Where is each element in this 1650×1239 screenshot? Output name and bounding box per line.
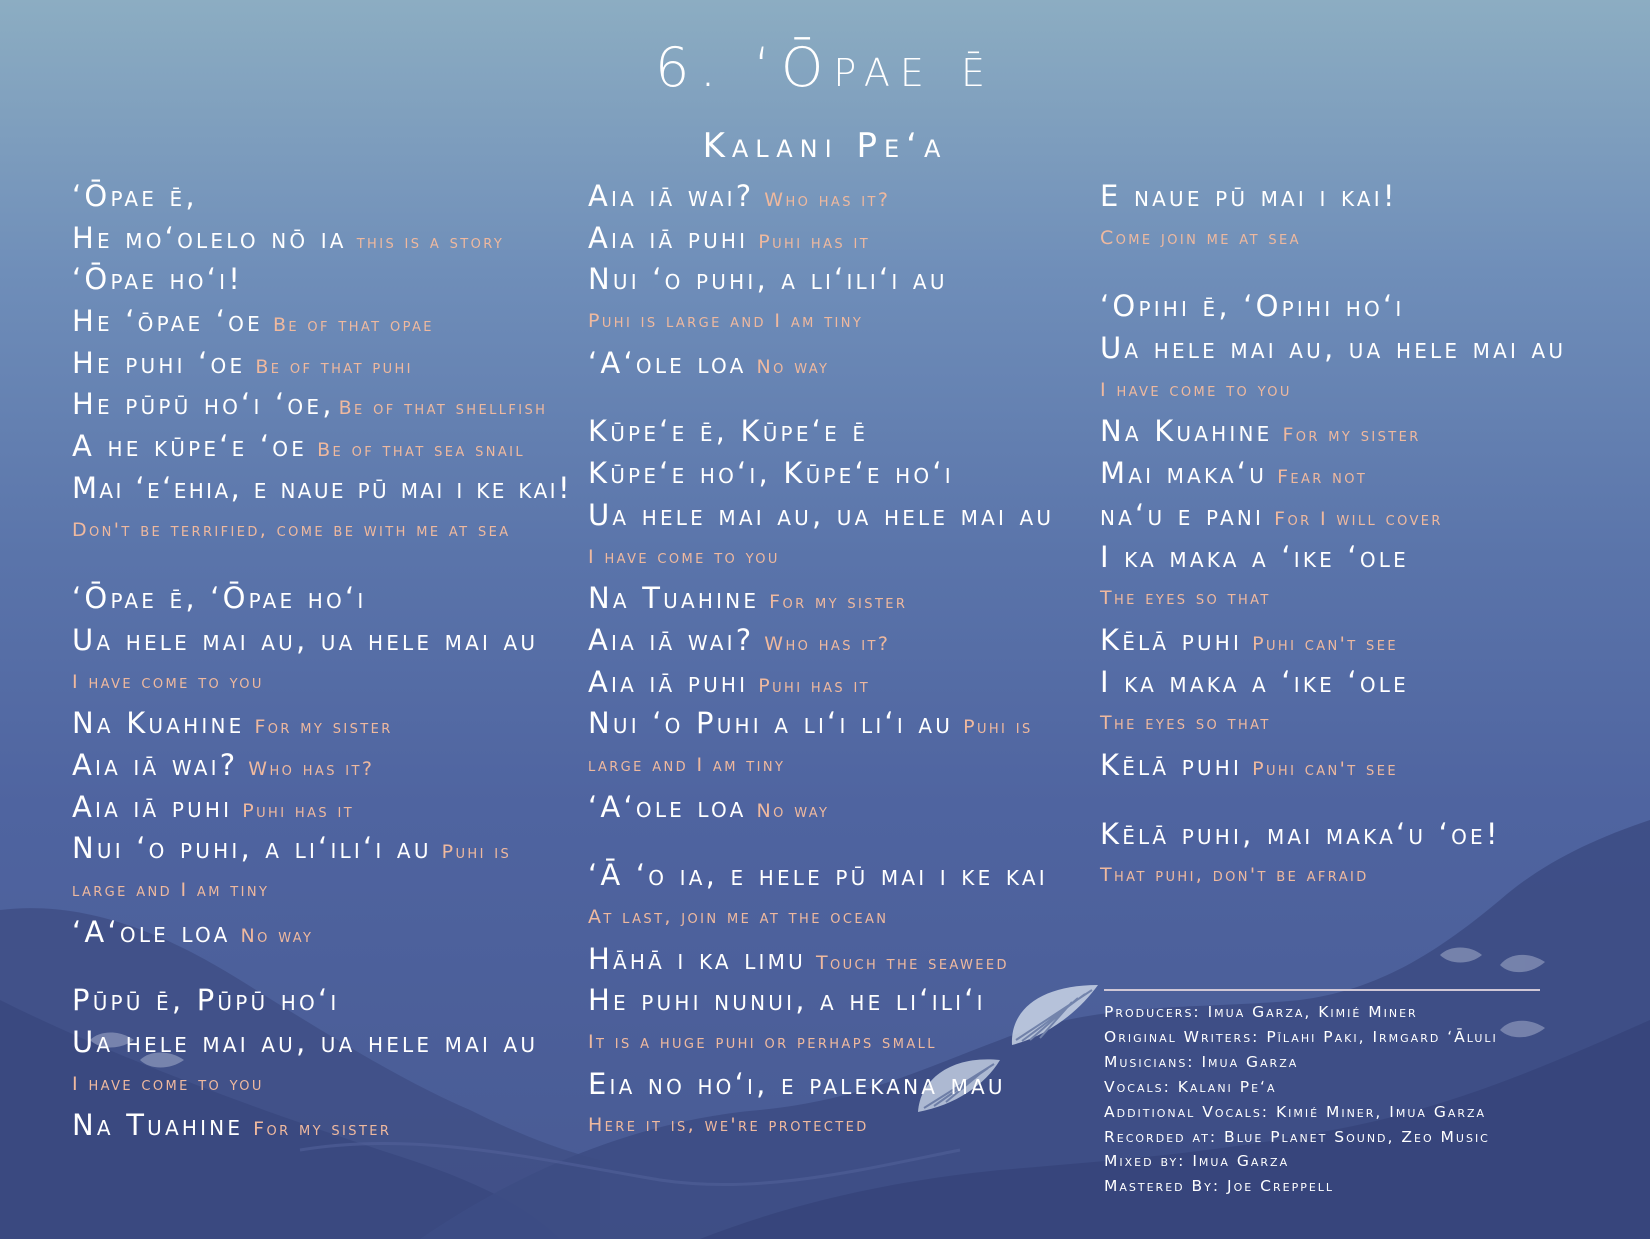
lyric-line <box>588 453 1058 495</box>
lyric-line <box>72 301 572 343</box>
translation-text: No way <box>756 355 830 378</box>
translation-text: For my sister <box>253 1118 392 1141</box>
translation-line: Come join me at sea <box>1100 226 1301 249</box>
hawaiian-text: Na Tuahine <box>72 1108 244 1143</box>
hawaiian-text: ʻŌpae hoʻi! <box>72 262 244 297</box>
lyrics-column-2 <box>588 176 1058 1147</box>
credit-mixed: Mixed by: Imua Garza <box>1104 1152 1290 1171</box>
lyric-line <box>72 259 572 301</box>
translation-line: I have come to you <box>1100 378 1292 401</box>
translation-line: large and I am tiny <box>588 753 786 776</box>
hawaiian-text: Ua hele mai au, ua hele mai au <box>72 1025 539 1060</box>
hawaiian-text: ʻAʻole loa <box>588 789 747 824</box>
hawaiian-text: Na Tuahine <box>588 581 760 616</box>
hawaiian-text: Nui ʻo puhi, a liʻiliʻi au <box>588 262 948 297</box>
hawaiian-text: naʻu e pani <box>1100 497 1265 532</box>
translation-text: Puhi is <box>441 841 512 864</box>
credit-mastered: Mastered By: Joe Creppell <box>1104 1177 1335 1196</box>
hawaiian-text: Kēlā puhi, mai makaʻu ʻoe! <box>1100 816 1501 851</box>
stanza-break <box>588 828 1058 855</box>
lyric-line <box>1100 328 1620 370</box>
lyric-line <box>1100 745 1620 787</box>
translation-line: The eyes so that <box>1100 712 1271 735</box>
translation-line: I have come to you <box>588 545 780 568</box>
translation-text: Who has it? <box>764 632 891 655</box>
hawaiian-text: Na Kuahine <box>72 706 245 741</box>
translation-text: For I will cover <box>1274 507 1443 530</box>
lyric-line <box>72 620 572 662</box>
translation-line: Puhi is large and I am tiny <box>588 310 864 333</box>
hawaiian-text: Hāhā i ka limu <box>588 941 806 976</box>
hawaiian-text: Kūpeʻe ē, Kūpeʻe ē <box>588 414 869 449</box>
hawaiian-text: Kēlā puhi <box>1100 747 1243 782</box>
hawaiian-text: Nui ʻo Puhi a liʻi liʻi au <box>588 706 954 741</box>
translation-line: The eyes so that <box>1100 587 1271 610</box>
hawaiian-text: I ka maka a ʻike ʻole <box>1100 664 1409 699</box>
lyric-line <box>72 468 572 510</box>
translation-line: At last, join me at the ocean <box>588 906 889 928</box>
lyric-line <box>588 218 1058 260</box>
translation-line: large and I am tiny <box>72 879 270 901</box>
hawaiian-text: He ʻōpae ʻoe <box>72 304 263 339</box>
lyric-line <box>1100 814 1620 856</box>
hawaiian-text: Kūpeʻe hoʻi, Kūpeʻe hoʻi <box>588 456 954 491</box>
hawaiian-text: Aia iā puhi <box>588 220 749 255</box>
translation-line: I have come to you <box>72 1072 264 1095</box>
lyric-line <box>588 980 1058 1022</box>
translation-text: For my sister <box>769 591 908 614</box>
stanza-break <box>72 551 572 578</box>
hawaiian-text: Aia iā wai? <box>72 747 239 782</box>
lyric-line <box>72 745 572 787</box>
credits-divider <box>1104 989 1540 991</box>
hawaiian-text: Ua hele mai au, ua hele mai au <box>72 622 539 657</box>
translation-text: No way <box>240 924 314 947</box>
hawaiian-text: Pūpū ē, Pūpū hoʻi <box>72 983 340 1018</box>
translation-text: Who has it? <box>764 189 891 211</box>
credit-producers: Producers: Imua Garza, Kimié Miner <box>1104 1003 1418 1021</box>
hawaiian-text: He moʻolelo nō ia <box>72 220 347 255</box>
lyric-line <box>588 495 1058 537</box>
lyric-line <box>72 912 572 954</box>
lyric-line <box>72 787 572 829</box>
hawaiian-text: Mai ʻeʻehia, e naue pū mai i ke kai! <box>72 470 573 505</box>
stanza-break <box>1100 787 1620 814</box>
lyric-line <box>72 384 572 426</box>
hawaiian-text: Aia iā wai? <box>588 622 755 657</box>
lyric-line <box>1100 176 1620 218</box>
hawaiian-text: He pūpū hoʻi ʻoe, <box>72 387 335 422</box>
lyric-line <box>72 1105 572 1147</box>
lyric-line <box>588 855 1058 897</box>
lyric-line <box>588 1064 1058 1106</box>
lyric-line <box>1100 453 1620 495</box>
hawaiian-text: He puhi ʻoe <box>72 345 246 380</box>
stanza-break <box>1100 259 1620 286</box>
hawaiian-text: A he kūpeʻe ʻoe <box>72 429 308 464</box>
song-title: 6. ʻŌpae ē <box>654 36 996 99</box>
translation-text: Be of that sea snail <box>317 439 526 462</box>
credit-writers: Original Writers: Pīlahi Paki, Irmgard ʻĀluli <box>1104 1027 1498 1046</box>
lyric-line <box>1100 620 1620 662</box>
translation-text: Be of that shellfish <box>338 397 548 420</box>
hawaiian-text: I ka maka a ʻike ʻole <box>1100 539 1409 574</box>
lyric-line <box>72 1022 572 1064</box>
lyric-line <box>588 662 1058 704</box>
lyric-line <box>588 939 1058 981</box>
stanza-break <box>72 953 572 980</box>
translation-text: Puhi can't see <box>1252 757 1398 780</box>
lyric-line <box>588 787 1058 829</box>
hawaiian-text: He puhi nunui, a he liʻiliʻi <box>588 983 986 1018</box>
lyric-line <box>588 176 1058 218</box>
hawaiian-text: ʻĀ ʻo ia, e hele pū mai i ke kai <box>588 858 1048 893</box>
credit-recorded: Recorded at: Blue Planet Sound, Zeo Music <box>1104 1127 1490 1146</box>
hawaiian-text: Aia iā puhi <box>588 664 749 699</box>
lyric-line <box>588 620 1058 662</box>
lyric-line <box>588 411 1058 453</box>
stanza-break <box>588 384 1058 411</box>
lyric-line <box>72 578 572 620</box>
lyrics-column-3 <box>1100 176 1620 897</box>
artist-name: Kalani Peʻa <box>702 126 948 166</box>
translation-line: That puhi, don't be afraid <box>1100 864 1369 887</box>
lyric-line <box>72 176 572 218</box>
lyric-line <box>72 343 572 385</box>
translation-line: Don't be terrified, come be with me at sea <box>72 518 511 541</box>
translation-line: It is a huge puhi or perhaps small <box>588 1031 937 1054</box>
lyric-line <box>1100 537 1620 579</box>
translation-text: this is a story <box>356 230 505 253</box>
credit-additional-vocals: Additional Vocals: Kimié Miner, Imua Garza <box>1104 1102 1487 1121</box>
lyric-line <box>1100 286 1620 328</box>
hawaiian-text: Na Kuahine <box>1100 414 1273 449</box>
translation-text: Puhi can't see <box>1252 632 1398 655</box>
lyric-line <box>1100 411 1620 453</box>
translation-text: Touch the seaweed <box>815 951 1009 974</box>
translation-text: Be of that opae <box>272 314 434 337</box>
translation-text: For my sister <box>254 716 393 739</box>
lyric-line <box>72 218 572 260</box>
hawaiian-text: Ua hele mai au, ua hele mai au <box>588 497 1055 532</box>
hawaiian-text: Ua hele mai au, ua hele mai au <box>1100 331 1567 366</box>
lyric-line <box>588 343 1058 385</box>
lyric-line <box>1100 495 1620 537</box>
lyrics-column-1 <box>72 176 572 1147</box>
hawaiian-text: ʻAʻole loa <box>588 345 747 380</box>
credit-musicians: Musicians: Imua Garza <box>1104 1052 1299 1071</box>
hawaiian-text: Mai makaʻu <box>1100 456 1268 491</box>
translation-text: Puhi has it <box>758 230 871 253</box>
hawaiian-text: ʻŌpae ē, <box>72 179 198 213</box>
lyric-line <box>72 980 572 1022</box>
hawaiian-text: ʻOpihi ē, ʻOpihi hoʻi <box>1100 289 1405 324</box>
hawaiian-text: Nui ʻo puhi, a liʻiliʻi au <box>72 831 432 866</box>
hawaiian-text: Aia iā wai? <box>588 179 755 213</box>
translation-line: I have come to you <box>72 670 264 693</box>
lyric-line <box>588 703 1058 745</box>
hawaiian-text: E naue pū mai i kai! <box>1100 179 1398 213</box>
translation-text: Who has it? <box>248 757 375 780</box>
translation-line: Here it is, we're protected <box>588 1114 869 1137</box>
hawaiian-text: ʻŌpae ē, ʻŌpae hoʻi <box>72 581 367 616</box>
translation-text: Fear not <box>1277 466 1368 489</box>
lyric-line <box>72 426 572 468</box>
hawaiian-text: Eia no hoʻi, e palekana mau <box>588 1066 1006 1101</box>
translation-text: Be of that puhi <box>255 355 413 378</box>
lyric-line <box>588 259 1058 301</box>
translation-text: No way <box>756 799 830 822</box>
lyric-line <box>588 578 1058 620</box>
lyric-line <box>1100 662 1620 704</box>
hawaiian-text: Aia iā puhi <box>72 789 233 824</box>
lyric-line <box>72 703 572 745</box>
lyric-line <box>72 828 572 870</box>
translation-text: For my sister <box>1282 424 1421 447</box>
credit-vocals: Vocals: Kalani Peʻa <box>1104 1077 1277 1096</box>
hawaiian-text: ʻAʻole loa <box>72 914 231 949</box>
credits-block <box>1104 1000 1624 1199</box>
translation-text: Puhi is <box>963 716 1033 739</box>
translation-text: Puhi has it <box>758 674 871 697</box>
hawaiian-text: Kēlā puhi <box>1100 622 1243 657</box>
translation-text: Puhi has it <box>242 799 355 822</box>
